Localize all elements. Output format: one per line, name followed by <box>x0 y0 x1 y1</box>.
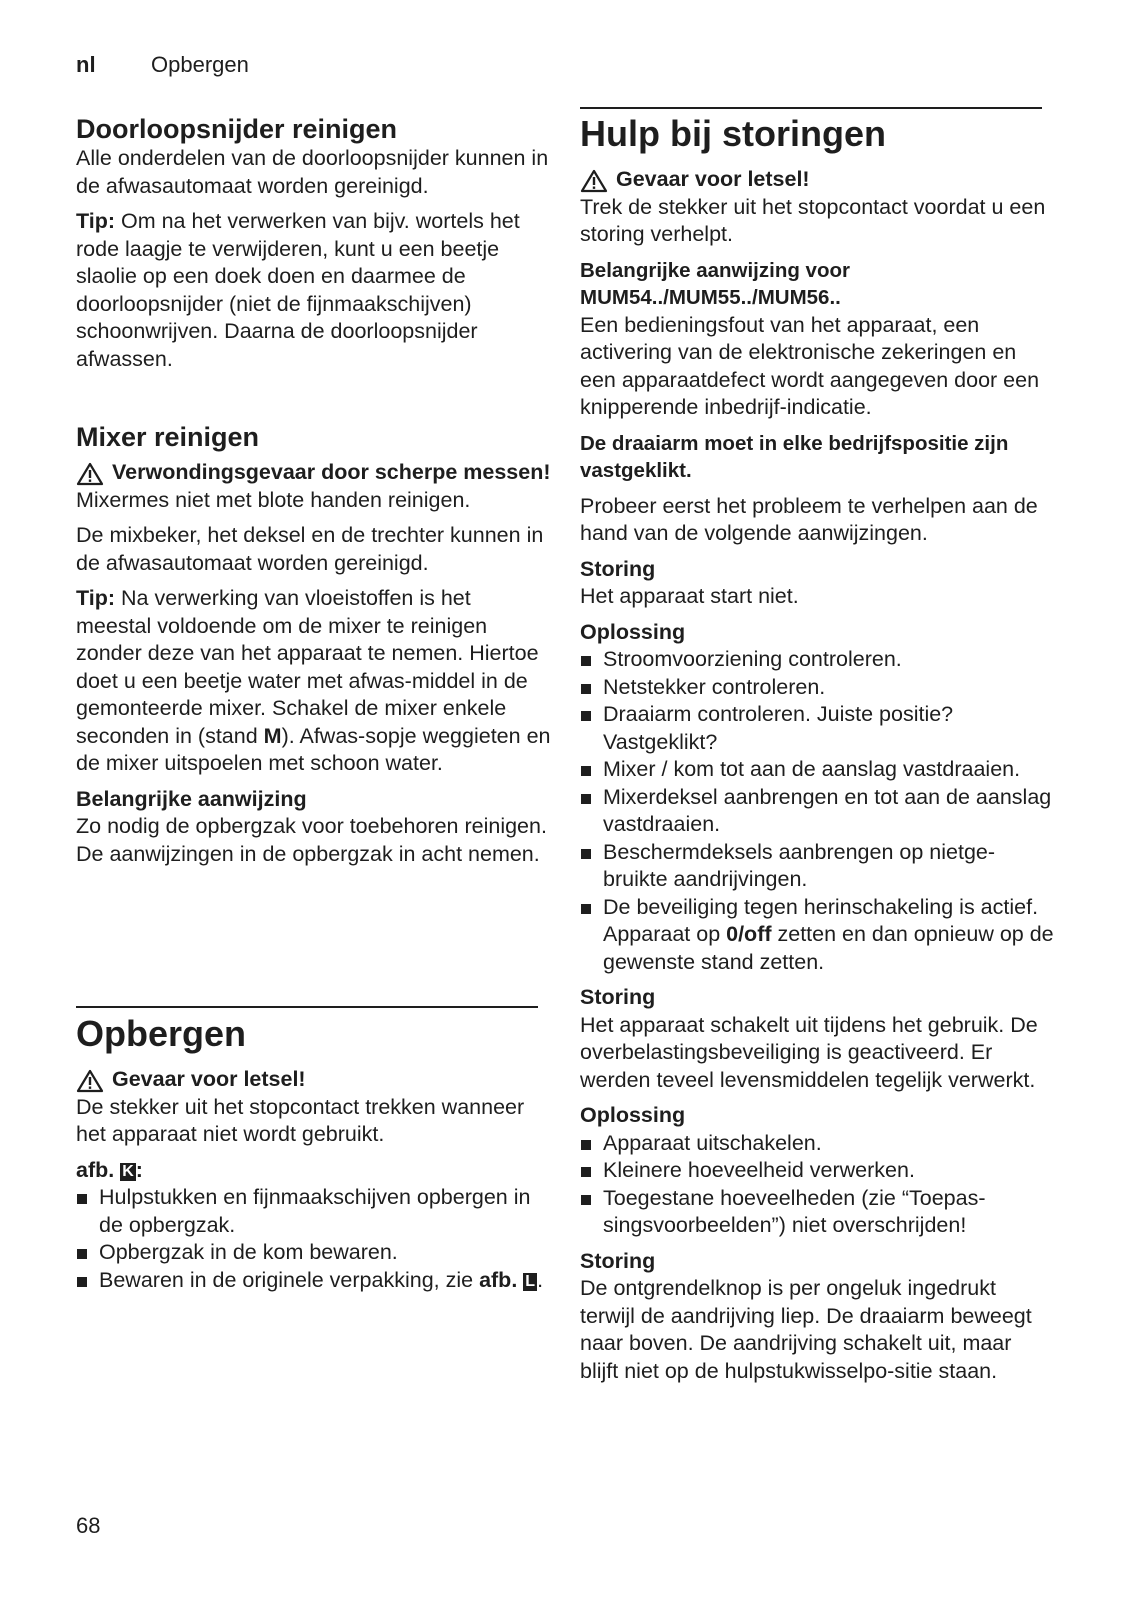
model-note-title: Belangrijke aanwijzing voor MUM54../MUM55../MUM56.. <box>580 258 850 309</box>
opbergen-warning <box>76 1066 551 1094</box>
storing-label: Storing <box>580 556 656 581</box>
oplossing-2-list <box>580 1130 1055 1240</box>
doorloop-tip <box>76 208 551 373</box>
storing-2-text: Het apparaat schakelt uit tijdens het gebruik. De overbelastingsbeveiliging is geactiveerd. Er werden teveel levensmiddelen tegelijk verwerkt. <box>580 1012 1038 1092</box>
warning-icon <box>76 1069 104 1093</box>
list-item: Netstekker controleren. <box>580 674 1055 702</box>
warning-icon <box>580 169 608 193</box>
oplossing-1-list <box>580 646 1055 976</box>
opbergen-text: De stekker uit het stopcontact trekken wanneer het apparaat niet wordt gebruikt. <box>76 1094 525 1146</box>
warning-text: Gevaar voor letsel! <box>112 1067 306 1091</box>
opbergen-heading: Opbergen <box>76 1013 247 1054</box>
tip-text-end: ). Afwas-sopje weggieten en de mixer uitspoelen met schoon water. <box>76 723 551 775</box>
fig-suffix: : <box>135 1157 143 1182</box>
mixer-text-2: De mixbeker, het deksel en de trechter kunnen in de afwasautomaat worden gereinigd. <box>76 523 544 575</box>
fig-prefix: afb. <box>479 1267 518 1292</box>
mixer-warning <box>76 459 551 487</box>
warning-icon <box>76 462 104 486</box>
figure-label-k: K <box>122 1162 134 1180</box>
list-item: Kleinere hoeveelheid verwerken. <box>580 1157 1055 1185</box>
list-item: Mixerdeksel aanbrengen en tot aan de aanslag vastdraaien. <box>580 784 1055 839</box>
storing-1-text: Het apparaat start niet. <box>580 584 799 608</box>
stand-m: M <box>263 723 282 748</box>
mixer-note-text: Zo nodig de opbergzak voor toebehoren reinigen. De aanwijzingen in de opbergzak in acht nemen. <box>76 814 547 866</box>
list-item: Mixer / kom tot aan de aanslag vastdraaien. <box>580 756 1055 784</box>
item-text-end: zetten en dan opnieuw op de gewenste stand zetten. <box>603 922 1054 974</box>
language-code: nl <box>76 52 96 77</box>
warning-text: Gevaar voor letsel! <box>616 167 810 191</box>
list-item: Hulpstukken en fijnmaakschijven opbergen in de opbergzak. <box>76 1184 551 1239</box>
list-item: Toegestane hoeveelheden (zie “Toepas-singsvoorbeelden”) niet overschrijden! <box>580 1185 1055 1240</box>
mixer-heading: Mixer reinigen <box>76 422 260 452</box>
storing-3-text: De ontgrendelknop is per ongeluk ingedrukt terwijl de aandrijving liep. De draaiarm beweegt naar boven. De aandrijving schakelt uit, maar blijft niet op de hulpstukwisselpo-sitie staan. <box>580 1276 1032 1383</box>
storingen-warning <box>580 166 1055 194</box>
list-item: Draaiarm controleren. Juiste positie? Vastgeklikt? <box>580 701 1055 756</box>
draaiarm-note: De draaiarm moet in elke bedrijfspositie zijn vastgeklikt. <box>580 431 1009 482</box>
mixer-text-1: Mixermes niet met blote handen reinigen. <box>76 487 471 512</box>
tip-text: Om na het verwerken van bijv. wortels het rode laagje te verwijderen, kunt u een beetje slaolie op een doek doen en daarmee de doorloopsnijder (niet de fijnmaakschijven) schoonwrijven. Daarna de doorloopsnijder afwassen. <box>76 209 520 371</box>
fig-prefix: afb. <box>76 1157 115 1182</box>
oplossing-label: Oplossing <box>580 619 686 644</box>
mixer-section <box>76 421 551 868</box>
tip-label: Tip: <box>76 586 116 610</box>
opbergen-section <box>76 1012 551 1294</box>
list-item: Opbergzak in de kom bewaren. <box>76 1239 551 1267</box>
page-header <box>76 52 249 78</box>
opbergen-list <box>76 1184 551 1294</box>
storing-label: Storing <box>580 1248 656 1273</box>
intro-text: Probeer eerst het probleem te verhelpen aan de hand van de volgende aanwijzingen. <box>580 493 1038 545</box>
off-setting: 0/off <box>726 922 772 946</box>
model-note-text: Een bedieningsfout van het apparaat, een activering van de elektronische zekeringen en een apparaatdefect wordt aangegeven door een knipperende inbedrijf-indicatie. <box>580 312 1040 419</box>
storingen-section <box>580 112 1055 1385</box>
section-divider <box>580 107 1042 109</box>
section-divider <box>76 1006 538 1008</box>
list-item <box>580 894 1055 977</box>
list-item: Apparaat uitschakelen. <box>580 1130 1055 1158</box>
storingen-heading: Hulp bij storingen <box>580 113 886 154</box>
figure-reference <box>76 1157 551 1185</box>
item-text: De beveiliging tegen herinschakeling is actief. Apparaat op <box>603 894 1039 946</box>
tip-label: Tip: <box>76 209 116 233</box>
doorloop-text: Alle onderdelen van de doorloopsnijder kunnen in de afwasautomaat worden gereinigd. <box>76 146 549 198</box>
item-text: Bewaren in de originele verpakking, zie <box>99 1267 474 1292</box>
list-item <box>76 1267 551 1295</box>
list-item: Stroomvoorziening controleren. <box>580 646 1055 674</box>
section-title: Opbergen <box>151 52 249 77</box>
figure-label-l: L <box>525 1272 536 1290</box>
tip-text: Na verwerking van vloeistoffen is het meestal voldoende om de mixer te reinigen zonder deze van het apparaat te nemen. Hiertoe doet u een beetje water met afwas-middel in de gemonteerde mixer. Schakel de mixer enkele seconden in (stand <box>76 586 539 748</box>
doorloop-section <box>76 113 551 373</box>
warning-body: Trek de stekker uit het stopcontact voordat u een storing verhelpt. <box>580 194 1046 246</box>
warning-text: Verwondingsgevaar door scherpe messen! <box>112 460 551 484</box>
oplossing-label: Oplossing <box>580 1103 686 1127</box>
doorloop-heading: Doorloopsnijder reinigen <box>76 114 398 144</box>
mixer-tip <box>76 585 551 778</box>
list-item: Beschermdeksels aanbrengen op nietge-bruikte aandrijvingen. <box>580 839 1055 894</box>
page-number: 68 <box>76 1513 101 1538</box>
mixer-note-title: Belangrijke aanwijzing <box>76 786 307 811</box>
fig-suffix: . <box>537 1267 544 1292</box>
storing-label: Storing <box>580 985 656 1009</box>
